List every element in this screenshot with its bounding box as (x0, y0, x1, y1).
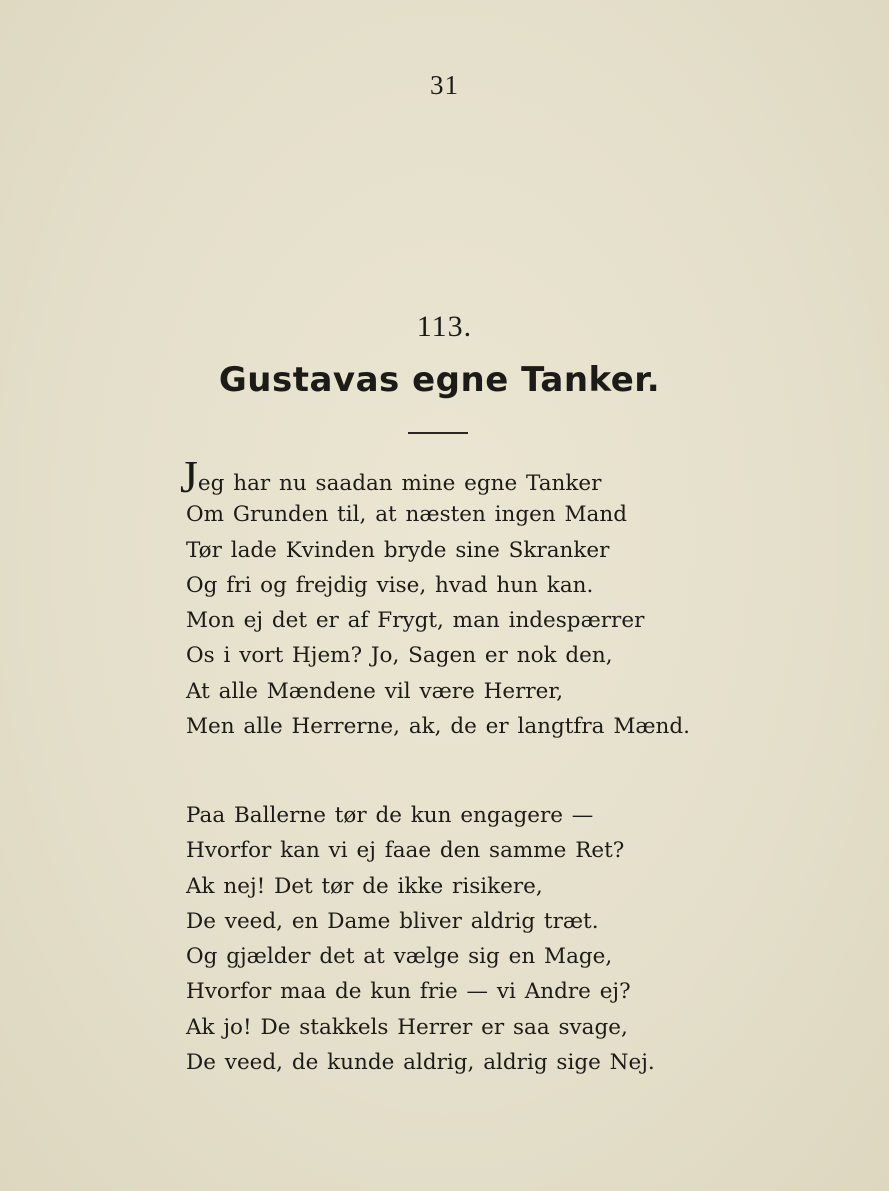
poem-number: 113. (416, 310, 473, 343)
drop-cap: J (180, 451, 198, 502)
verse-line: Hvorfor kan vi ej faae den samme Ret? (186, 838, 625, 864)
verse-line: Tør lade Kvinden bryde sine Skranker (186, 537, 610, 563)
verse-line: De veed, en Dame bliver aldrig træt. (186, 908, 599, 934)
poem-title: Gustavas egne Tanker. (218, 360, 661, 400)
verse-line: At alle Mændene vil være Herrer, (186, 678, 564, 704)
page-number: 31 (430, 70, 459, 100)
verse-line (180, 451, 826, 502)
verse-line: Og gjælder det at vælge sig en Mage, (186, 944, 613, 970)
verse-line: Om Grunden til, at næsten ingen Mand (186, 502, 627, 528)
verse-line: Ak nej! Det tør de ikke risikere, (186, 873, 543, 899)
verse-line: Og fri og frejdig vise, hvad hun kan. (186, 572, 594, 598)
stanza-2 (186, 798, 826, 1080)
verse-line: Ak jo! De stakkels Herrer er saa svage, (186, 1014, 628, 1040)
verse-line: Hvorfor maa de kun frie — vi Andre ej? (186, 979, 631, 1005)
stanza-1 (180, 451, 826, 744)
verse-line-text: eg har nu saadan mine egne Tanker (197, 471, 602, 496)
verse-line: Men alle Herrerne, ak, de er langtfra Mænd. (186, 714, 690, 740)
verse-line: Paa Ballerne tør de kun engagere — (186, 803, 594, 828)
title-divider (408, 432, 468, 434)
verse-line: Mon ej det er af Frygt, man indespærrer (186, 608, 645, 634)
verse-line: Os i vort Hjem? Jo, Sagen er nok den, (186, 643, 613, 669)
verse-line: De veed, de kunde aldrig, aldrig sige Nej. (186, 1050, 655, 1076)
